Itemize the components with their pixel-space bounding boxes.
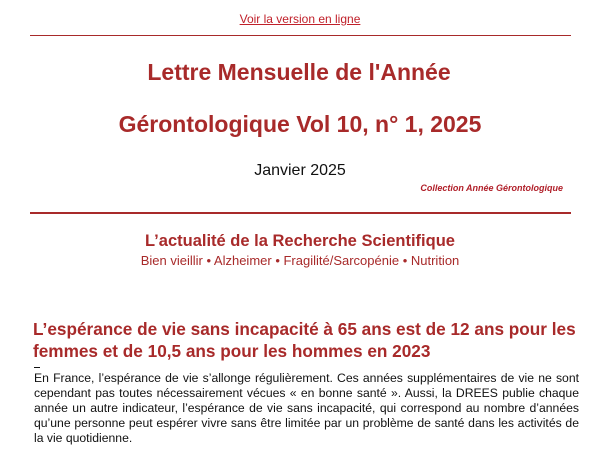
newsletter-title-line1: Lettre Mensuelle de l'Année bbox=[147, 59, 451, 85]
section-topics: Bien vieillir • Alzheimer • Fragilité/Sarcopénie • Nutrition bbox=[140, 253, 460, 268]
top-divider bbox=[30, 35, 571, 36]
section-title: L’actualité de la Recherche Scientifique bbox=[145, 232, 455, 250]
issue-date: Janvier 2025 bbox=[254, 162, 346, 179]
article-body: En France, l’espérance de vie s’allonge régulièrement. Ces années supplémentaires de vie ne sont cependant pas toutes nécessairement vécues « en bonne santé ». Aussi, la DREES publie chaque année un autre indicateur, l’espérance de vie sans incapacité, qui correspond au nombre d’années qu’une personne peut espérer vivre sans être limitée par un problème de santé dans les activités de la vie quotidienne. bbox=[34, 371, 579, 445]
text-cursor-mark bbox=[34, 367, 40, 368]
header-divider bbox=[30, 212, 571, 214]
view-online-link[interactable]: Voir la version en ligne bbox=[239, 12, 361, 26]
article-title: L’espérance de vie sans incapacité à 65 ans est de 12 ans pour les femmes et de 10,5 ans pour les hommes en 2023 bbox=[33, 319, 576, 361]
top-bar bbox=[0, 10, 600, 28]
newsletter-title-line2: Gérontologique Vol 10, n° 1, 2025 bbox=[118, 111, 482, 137]
collection-label: Collection Année Gérontologique bbox=[420, 183, 563, 193]
